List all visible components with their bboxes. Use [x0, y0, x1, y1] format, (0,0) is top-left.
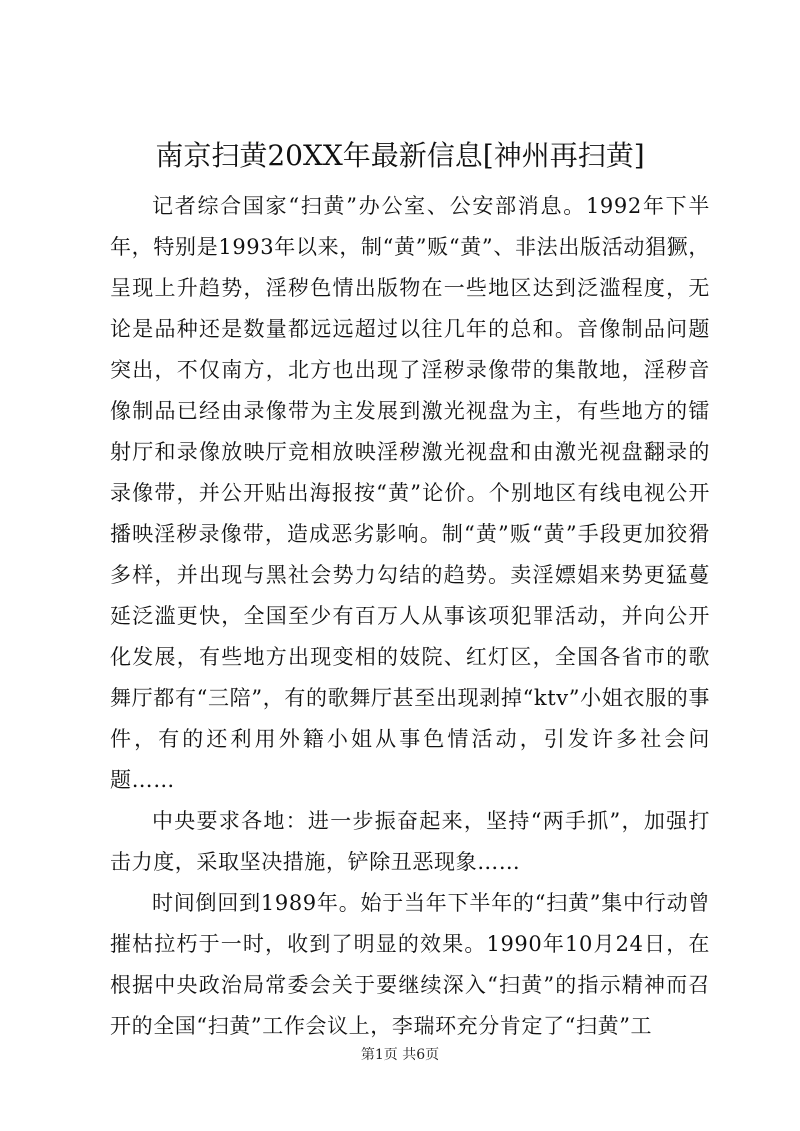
document-title: 南京扫黄20XX年最新信息[神州再扫黄]: [155, 139, 645, 172]
paragraph-2: 中央要求各地：进一步振奋起来，坚持“两手抓”，加强打击力度，采取坚决措施，铲除丑恶现象……: [110, 809, 710, 874]
document-body: [110, 186, 710, 1047]
paragraph-1: 记者综合国家“扫黄”办公室、公安部消息。1992年下半年，特别是1993年以来，制“黄”贩“黄”、非法出版活动猖獗，呈现上升趋势，淫秽色情出版物在一些地区达到泛滥程度，无论是品种还是数量都远远超过以往几年的总和。音像制品问题突出，不仅南方，北方也出现了淫秽录像带的集散地，淫秽音像制品已经由录像带为主发展到激光视盘为主，有些地方的镭射厅和录像放映厅竞相放映淫秽激光视盘和由激光视盘翻录的录像带，并公开贴出海报按“黄”论价。个别地区有线电视公开播映淫秽录像带，造成恶劣影响。制“黄”贩“黄”手段更加狡猾多样，并出现与黑社会势力勾结的趋势。卖淫嫖娼来势更猛蔓延泛滥更快，全国至少有百万人从事该项犯罪活动，并向公开化发展，有些地方出现变相的妓院、红灯区，全国各省市的歌舞厅都有“三陪”，有的歌舞厅甚至出现剥掉“ktv”小姐衣服的事件，有的还利用外籍小姐从事色情活动，引发许多社会问题……: [110, 194, 710, 792]
paragraph-3: 时间倒回到1989年。始于当年下半年的“扫黄”集中行动曾摧枯拉朽于一时，收到了明显的效果。1990年10月24日，在根据中央政治局常委会关于要继续深入“扫黄”的指示精神而召开的全国“扫黄”工作会议上，李瑞环充分肯定了“扫黄”工: [110, 891, 710, 1038]
page-footer: 第1页 共6页: [360, 1047, 440, 1063]
